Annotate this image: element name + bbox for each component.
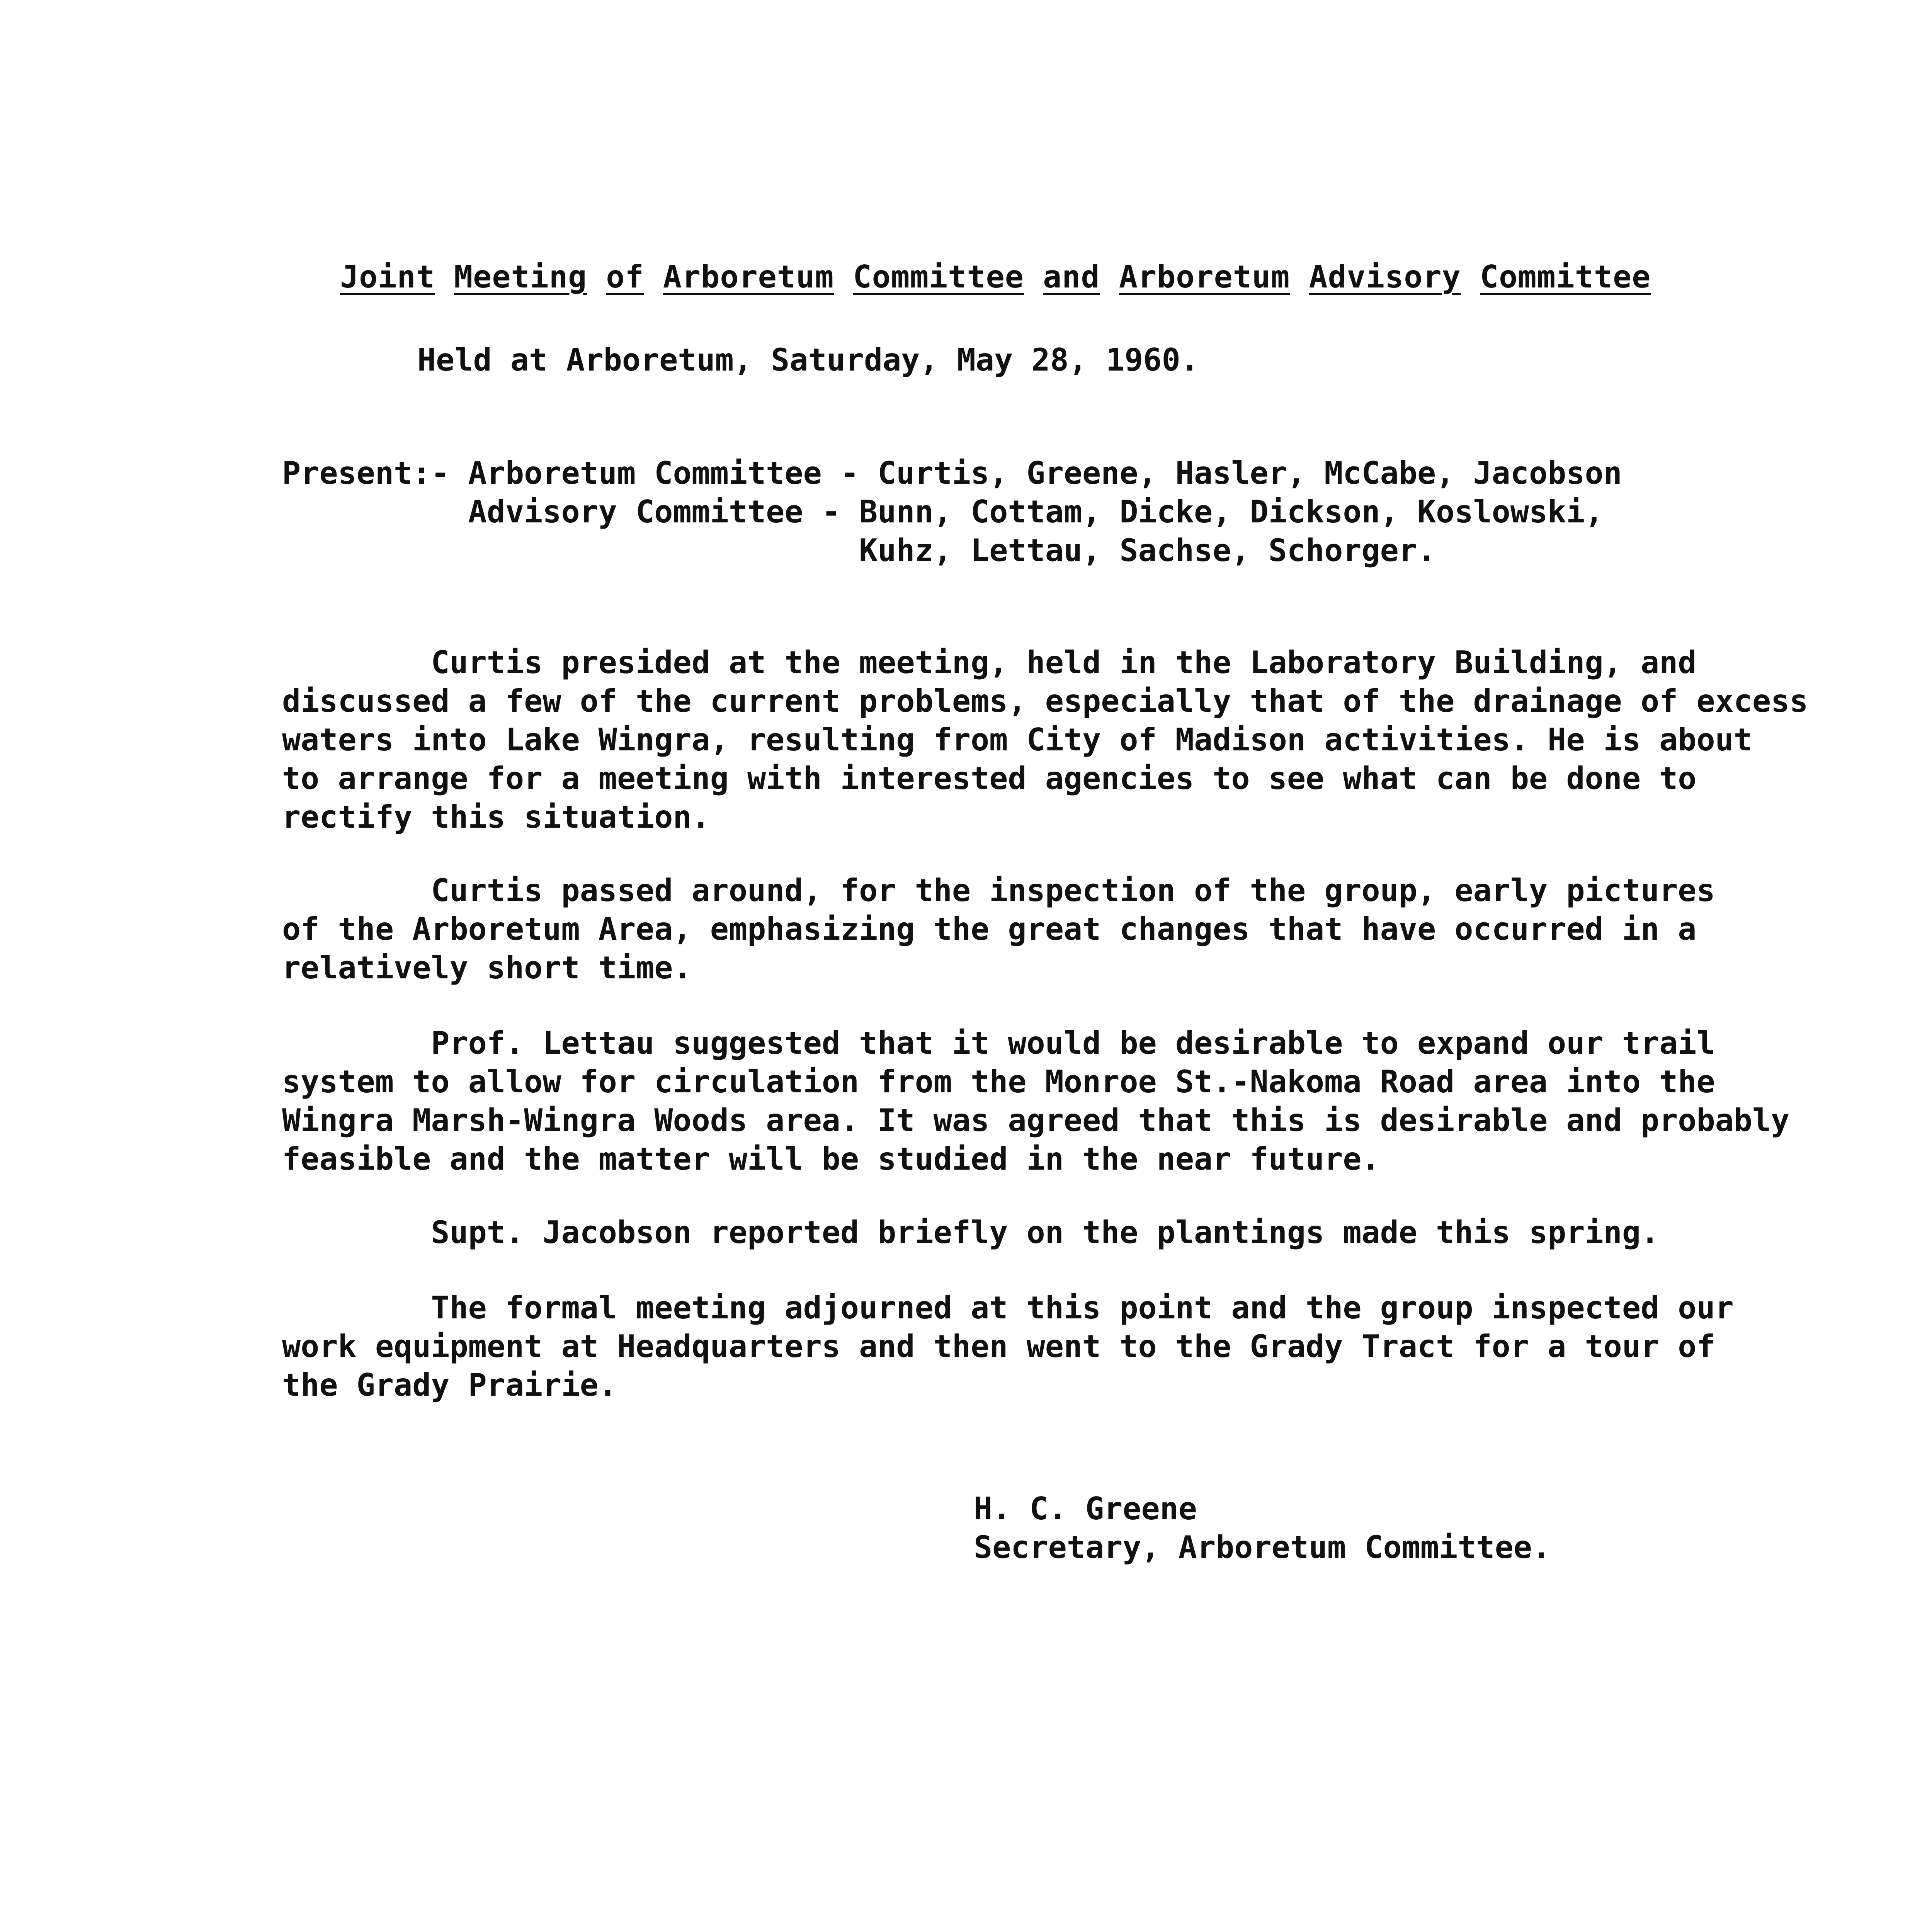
attendance-line: Present:- Arboretum Committee - Curtis, Greene, Hasler, McCabe, Jacobson: [282, 455, 1622, 491]
paragraph-pictures: Curtis passed around, for the inspection of the group, early pictures of the Arboretum Area, emphasizing the great changes that have occurred in a relatively short time.: [282, 872, 1715, 986]
signature-block: [974, 1490, 1551, 1567]
paragraph-adjournment: The formal meeting adjourned at this point and the group inspected our work equipment at Headquarters and then went to the Grady Tract for a tour of the Grady Prairie.: [282, 1290, 1734, 1403]
signatory-name: H. C. Greene: [974, 1491, 1197, 1527]
document-title: [340, 259, 1651, 295]
attendance-line: Kuhz, Lettau, Sachse, Schorger.: [282, 532, 1436, 568]
attendance-block: [282, 454, 1622, 570]
paragraph-drainage: Curtis presided at the meeting, held in the Laboratory Building, and discussed a few of the current problems, especially that of the drainage of excess waters into Lake Wingra, resulting from City of Madison activities. He is about to arrange for a meeting with interested agencies to see what can be done to rectify this situation.: [282, 645, 1808, 835]
title-word: Committee: [1480, 259, 1651, 295]
title-word: Joint: [340, 259, 435, 295]
title-word: Arboretum: [1119, 259, 1290, 295]
attendance-line: Advisory Committee - Bunn, Cottam, Dicke, Dickson, Koslowski,: [282, 494, 1604, 530]
title-word: and: [1043, 259, 1100, 295]
title-word: Committee: [853, 259, 1024, 295]
title-word: Advisory: [1309, 259, 1461, 295]
paragraph-plantings: Supt. Jacobson reported briefly on the plantings made this spring.: [282, 1214, 1660, 1250]
meeting-date-line: Held at Arboretum, Saturday, May 28, 1960.: [417, 342, 1199, 378]
title-word: Arboretum: [663, 259, 834, 295]
title-word: of: [606, 259, 644, 295]
paragraph-trail-system: Prof. Lettau suggested that it would be desirable to expand our trail system to allow for circulation from the Monroe St.-Nakoma Road area into the Wingra Marsh-Wingra Woods area. It was agreed that this is desirable and probably feasible and the matter will be studied in the near future.: [282, 1025, 1790, 1177]
title-word: Meeting: [454, 259, 587, 295]
signatory-role: Secretary, Arboretum Committee.: [974, 1529, 1551, 1565]
